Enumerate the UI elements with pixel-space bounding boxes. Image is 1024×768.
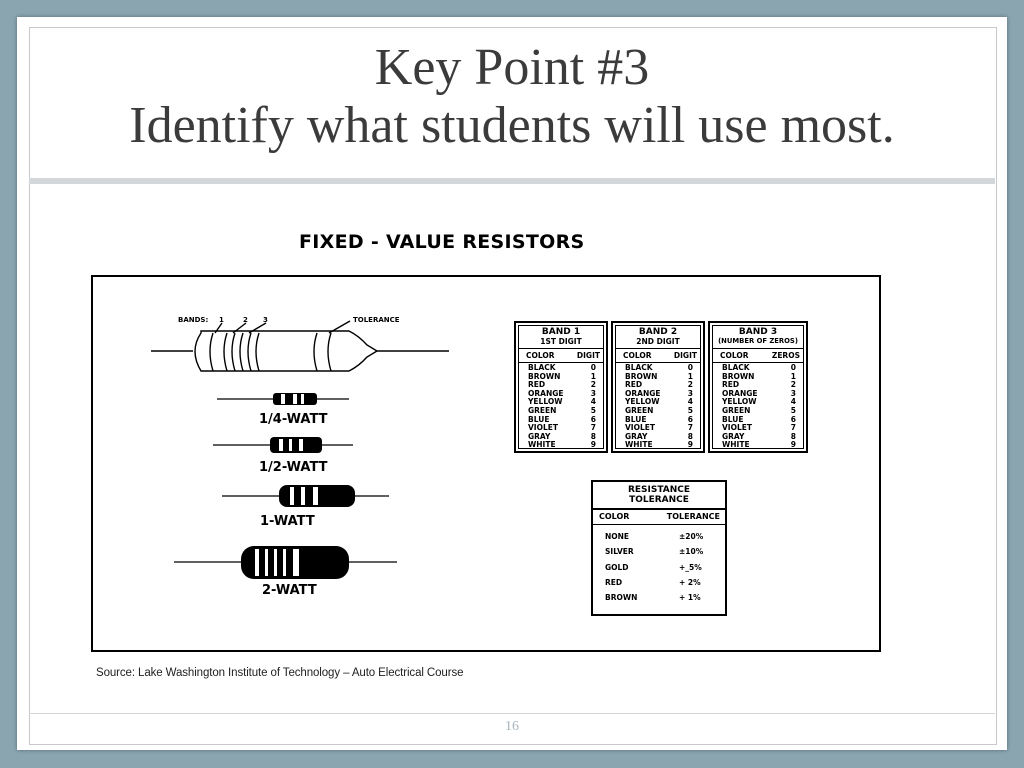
label-half-watt: 1/2-WATT: [259, 460, 328, 475]
band-2-colors: BLACK BROWN RED ORANGE YELLOW GREEN BLUE VIOLET GRAY WHITE: [625, 363, 661, 450]
band-3-subtitle: (NUMBER OF ZEROS): [718, 337, 798, 345]
page-number: 16: [505, 719, 519, 734]
tolerance-band-label: TOLERANCE: [353, 316, 400, 324]
band-3-colors: BLACK BROWN RED ORANGE YELLOW GREEN BLUE VIOLET GRAY WHITE: [722, 363, 758, 450]
tolerance-title-2: TOLERANCE: [629, 495, 689, 505]
slide-title: [17, 39, 1007, 155]
band-3-title: BAND 3: [738, 327, 778, 337]
band-2-digit-header: DIGIT: [673, 351, 697, 360]
tolerance-table: [591, 480, 727, 616]
label-one-watt: 1-WATT: [260, 514, 315, 529]
band-1-colors: BLACK BROWN RED ORANGE YELLOW GREEN BLUE VIOLET GRAY WHITE: [528, 363, 564, 450]
band-2-subtitle: 2ND DIGIT: [636, 337, 680, 346]
source-caption: Source: Lake Washington Institute of Technology – Auto Electrical Course: [96, 667, 464, 679]
band-3-values: 0 1 2 3 4 5 6 7 8 9: [790, 363, 796, 450]
band-2-label: 2: [243, 316, 248, 324]
band-2-color-header: COLOR: [623, 351, 652, 360]
band-1-title: BAND 1: [541, 327, 581, 337]
band-1-values: 0 1 2 3 4 5 6 7 8 9: [590, 363, 596, 450]
band-2-title: BAND 2: [638, 327, 678, 337]
band-1-subtitle: 1ST DIGIT: [540, 337, 582, 346]
tolerance-colors: NONE SILVER GOLD RED BROWN: [605, 532, 638, 603]
label-two-watt: 2-WATT: [262, 583, 317, 598]
band-1-label: 1: [219, 316, 224, 324]
band-3-table: [708, 321, 808, 453]
label-quarter-watt: 1/4-WATT: [259, 412, 328, 427]
band-3-label: 3: [263, 316, 268, 324]
band-1-digit-header: DIGIT: [576, 351, 600, 360]
tolerance-value-header: TOLERANCE: [666, 512, 720, 521]
tolerance-color-header: COLOR: [599, 512, 630, 521]
tolerance-values: ±20% ±10% +_5% + 2% + 1%: [679, 532, 704, 603]
slide: [17, 17, 1007, 750]
band-2-values: 0 1 2 3 4 5 6 7 8 9: [687, 363, 693, 450]
footer-divider: [29, 713, 995, 714]
band-2-table: [611, 321, 705, 453]
title-line-2: Identify what students will use most.: [129, 97, 895, 154]
band-3-zeros-header: ZEROS: [771, 351, 800, 360]
figure-title: FIXED - VALUE RESISTORS: [299, 231, 585, 253]
band-1-color-header: COLOR: [526, 351, 555, 360]
band-1-table: [514, 321, 608, 453]
band-3-color-header: COLOR: [720, 351, 749, 360]
title-line-1: Key Point #3: [374, 39, 650, 96]
bands-label: BANDS:: [178, 316, 209, 324]
tolerance-title-1: RESISTANCE: [627, 485, 691, 495]
title-divider: [29, 178, 995, 184]
